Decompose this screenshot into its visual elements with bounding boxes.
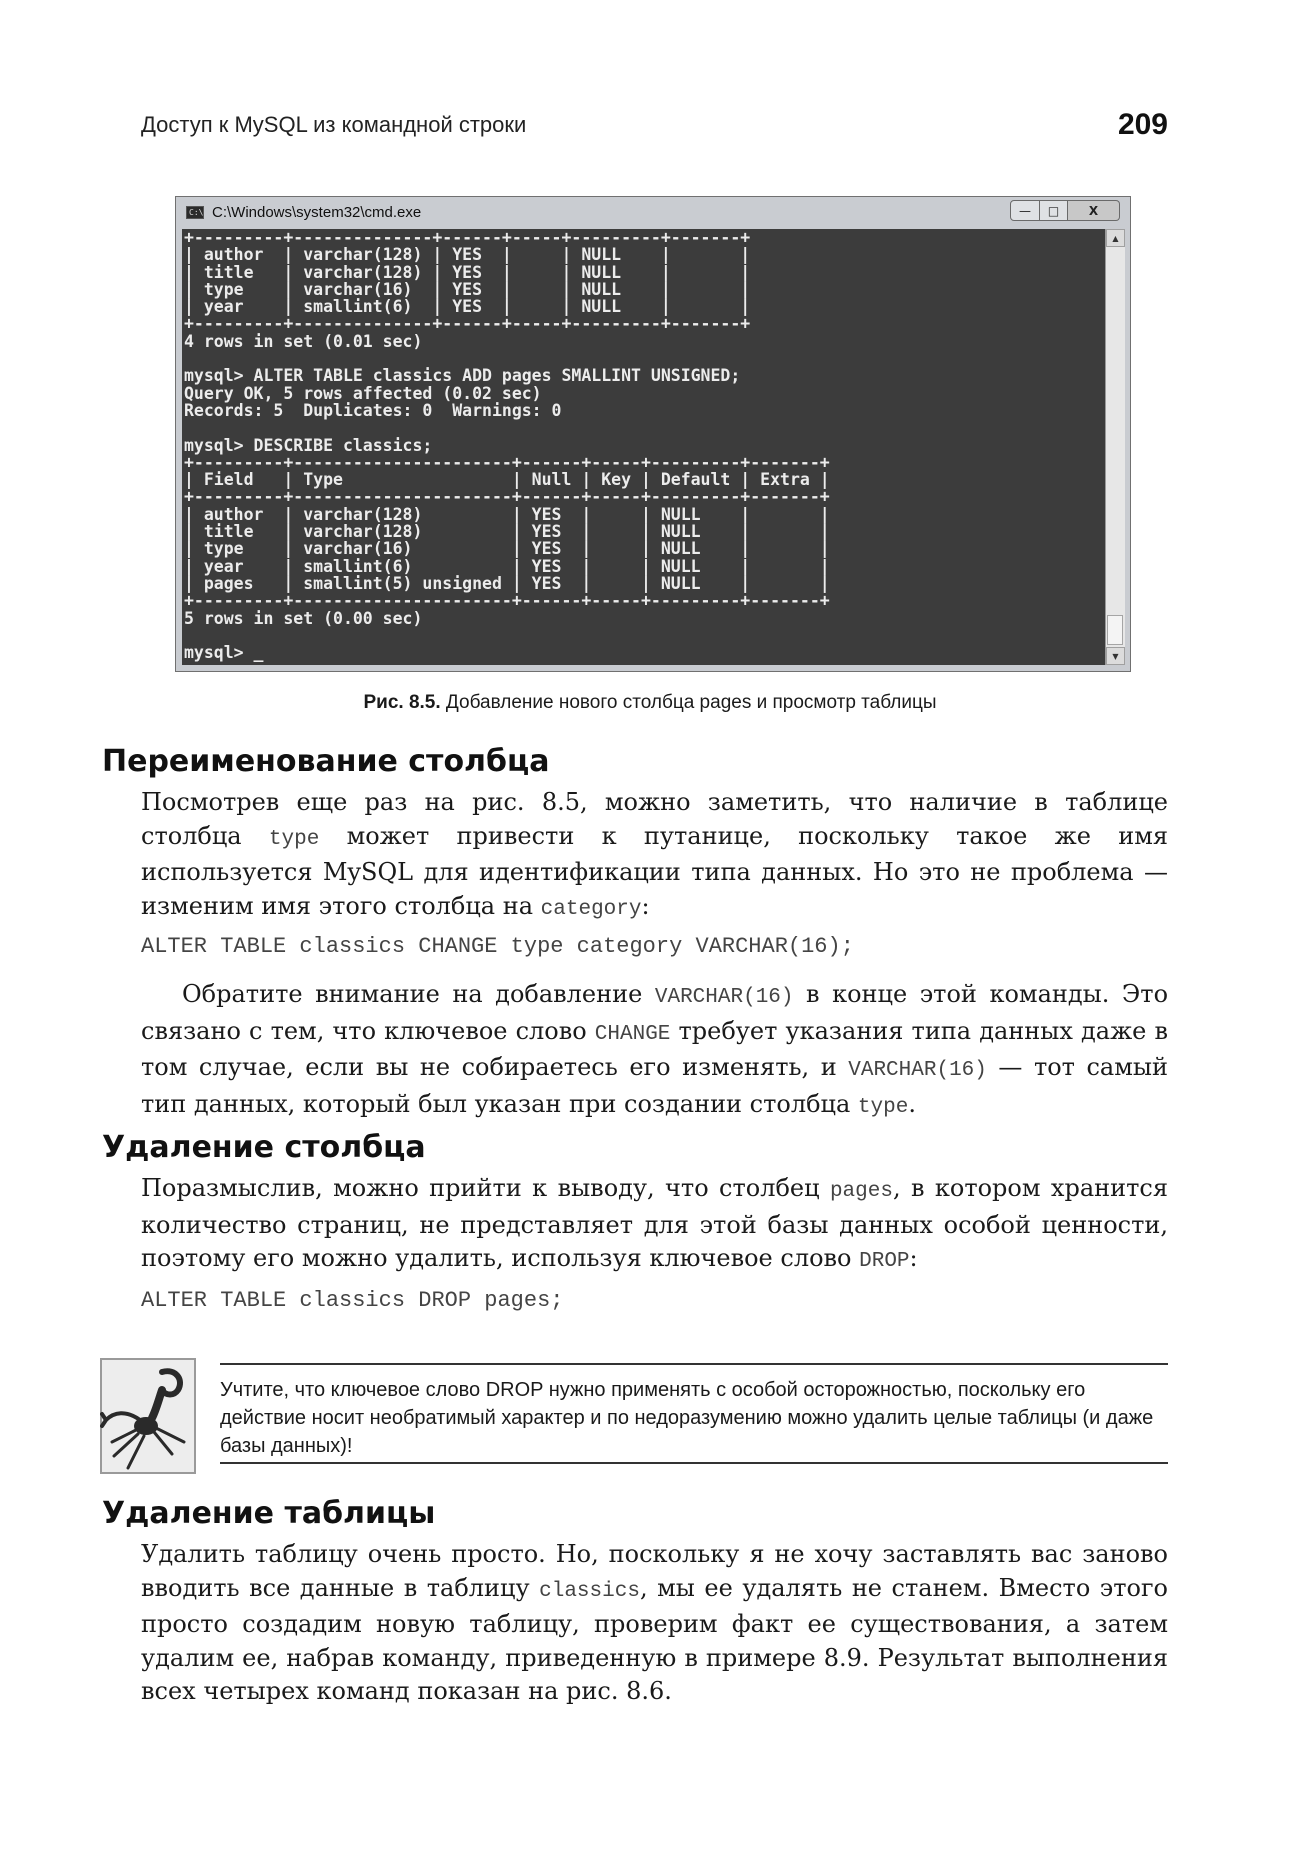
window-titlebar[interactable] [176, 197, 1130, 227]
scroll-thumb[interactable] [1107, 615, 1123, 645]
maximize-icon[interactable]: □ [1040, 200, 1068, 221]
close-icon[interactable]: X [1068, 200, 1120, 221]
running-title: Доступ к MySQL из командной строки [141, 112, 527, 137]
window-title: C:\Windows\system32\cmd.exe [212, 204, 422, 221]
warning-text: Учтите, что ключевое слово DROP нужно применять с особой осторожностью, поскольку его действие носит необратимый характер и по недоразумению можно удалить целые таблицы (и даже базы данных)! [220, 1379, 1154, 1457]
console-text: +---------+--------------+------+-----+---------+-------+ | author | varchar(128) | YES | | NULL | | | title | varchar(128) | YES | | NULL | | | type | varchar(16) | YES | | NULL | | | year | smallint(6) | YES | | NULL | | +---------+--------------+------+-----+---------+-------+ 4 rows in set (0.01 sec) mysql> ALTER TABLE classics ADD pages SMALLINT UNSIGNED; Query OK, 5 rows affected (0.02 sec) Records: 5 Duplicates: 0 Warnings: 0 mysql> DESCRIBE classics; +---------+----------------------+------+-----+---------+-------+ | Field | Type | Null | Key | Default | Extra | +---------+----------------------+------+-----+---------+-------+ | author | varchar(128) | YES | | NULL | | | title | varchar(128) | YES | | NULL | | | type | varchar(16) | YES | | NULL | | | year | smallint(6) | YES | | NULL | | | pages | smallint(5) unsigned | YES | | NULL | | +---------+----------------------+------+-----+---------+-------+ 5 rows in set (0.00 sec) mysql> _ [184, 229, 830, 663]
scrollbar[interactable] [1105, 229, 1125, 665]
heading-drop-column: Удаление столбца [102, 1130, 426, 1165]
cmd-window [175, 196, 1131, 672]
code-change-column: ALTER TABLE classics CHANGE type category VARCHAR(16); [141, 934, 854, 959]
scroll-down-icon[interactable]: ▼ [1106, 647, 1125, 665]
code-drop-column: ALTER TABLE classics DROP pages; [141, 1288, 564, 1313]
console-output[interactable] [182, 229, 1106, 665]
cmd-window-icon: C:\ [186, 206, 204, 219]
minimize-icon[interactable]: — [1010, 200, 1040, 221]
window-controls [1010, 200, 1120, 222]
heading-drop-table: Удаление таблицы [102, 1496, 436, 1531]
figure-label: Рис. 8.5. [363, 692, 441, 713]
paragraph-drop-column: Поразмыслив, можно прийти к выводу, что столбец pages, в котором хранится количество страниц, не представляет для этой базы данных особой ценности, поэтому его можно удалить, используя ключевое слово DROP: [141, 1174, 1168, 1273]
paragraph-drop-table: Удалить таблицу очень просто. Но, поскольку я не хочу заставлять вас заново вводить все данные в таблицу classics, мы ее удалять не станем. Вместо этого просто создадим новую таблицу, проверим факт ее существования, а затем удалим ее, набрав команду, приведенную в примере 8.9. Результат выполнения всех четырех команд показан на рис. 8.6. [141, 1540, 1168, 1705]
page-number: 209 [1117, 108, 1168, 141]
warning-rule-top [220, 1363, 1168, 1365]
heading-rename-column: Переименование столбца [102, 744, 550, 779]
scorpion-icon [100, 1358, 196, 1474]
page-header [141, 108, 1168, 148]
warning-rule-bottom [220, 1462, 1168, 1464]
paragraph-rename-2: Обратите внимание на добавление VARCHAR(16) в конце этой команды. Это связано с тем, что ключевое слово CHANGE требует указания типа данных даже в том случае, если вы не собираетесь его изменять, и VARCHAR(16) — тот самый тип данных, который был указан при создании столбца type. [141, 980, 1169, 1119]
scroll-up-icon[interactable]: ▲ [1106, 229, 1125, 247]
paragraph-rename-1: Посмотрев еще раз на рис. 8.5, можно заметить, что наличие в таблице столбца type может привести к путанице, поскольку такое же имя используется MySQL для идентификации типа данных. Но это не проблема — изменим имя этого столбца на category: [141, 788, 1169, 921]
figure-text: Добавление нового столбца pages и просмотр таблицы [440, 692, 937, 713]
warning-note [86, 1358, 1168, 1474]
figure-caption [0, 692, 1300, 714]
